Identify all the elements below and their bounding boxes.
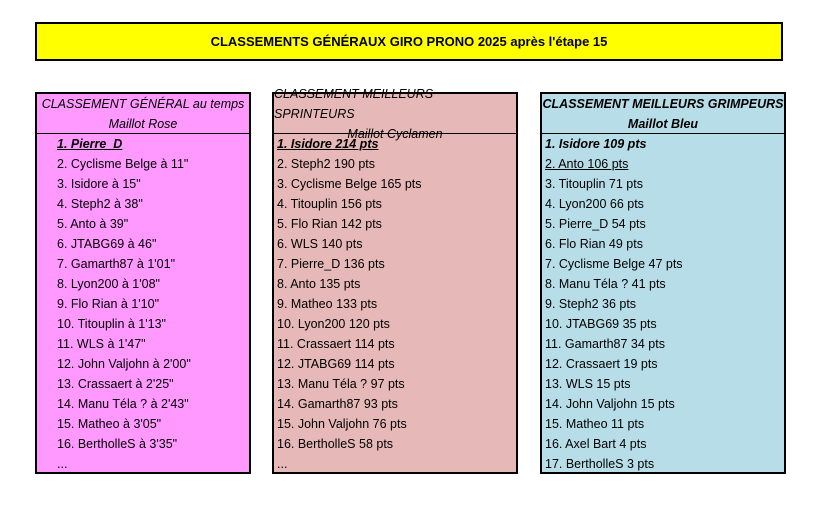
- general-ranking-entry: 11. WLS à 1'47": [57, 337, 146, 351]
- sprint-ranking-entry: 16. BertholleS 58 pts: [277, 437, 394, 451]
- general-classification-header: [37, 94, 249, 134]
- sprint-ranking-entry: 4. Titouplin 156 pts: [277, 197, 382, 211]
- sprint-classification-panel: [272, 86, 518, 474]
- sprint-ranking-entry: 11. Crassaert 114 pts: [277, 337, 395, 351]
- climb-ranking-entry: 7. Cyclisme Belge 47 pts: [545, 257, 683, 271]
- sprint-ranking-entry: 2. Steph2 190 pts: [277, 157, 375, 171]
- climb-ranking-entry: 4. Lyon200 66 pts: [545, 197, 644, 211]
- sprint-ranking-entry: 15. John Valjohn 76 pts: [277, 417, 407, 431]
- climb-ranking-entry: 3. Titouplin 71 pts: [545, 177, 643, 191]
- climb-ranking-entry: 15. Matheo 11 pts: [545, 417, 645, 431]
- climb-ranking-entry: 14. John Valjohn 15 pts: [545, 397, 675, 411]
- general-ranking-entry: 15. Matheo à 3'05": [57, 417, 162, 431]
- general-ranking-entry: ...: [57, 457, 68, 471]
- page-title: CLASSEMENTS GÉNÉRAUX GIRO PRONO 2025 après l'étape 15: [210, 34, 608, 49]
- sprint-ranking-entry: 1. Isidore 214 pts: [277, 137, 379, 151]
- sprint-classification-header: [274, 86, 516, 141]
- climber-classification-list: [542, 134, 784, 474]
- sprint-ranking-entry: ...: [277, 457, 288, 471]
- general-ranking-entry: 9. Flo Rian à 1'10": [57, 297, 160, 311]
- general-ranking-entry: 16. BertholleS à 3'35": [57, 437, 178, 451]
- climber-classification-jersey: Maillot Bleu: [627, 116, 699, 131]
- general-ranking-entry: 1. Pierre_D: [57, 137, 123, 151]
- climb-ranking-entry: 6. Flo Rian 49 pts: [545, 237, 643, 251]
- sprint-ranking-entry: 7. Pierre_D 136 pts: [277, 257, 385, 271]
- sprint-classification-jersey: Maillot Cyclamen: [347, 126, 443, 141]
- general-classification-title: CLASSEMENT GÉNÉRAL au temps: [41, 96, 245, 111]
- climb-ranking-entry: 2. Anto 106 pts: [545, 157, 629, 171]
- general-ranking-entry: 4. Steph2 à 38": [57, 197, 143, 211]
- climber-classification-header: [542, 94, 784, 134]
- general-ranking-entry: 2. Cyclisme Belge à 11": [57, 157, 189, 171]
- sprint-ranking-entry: 6. WLS 140 pts: [277, 237, 363, 251]
- sprint-ranking-entry: 9. Matheo 133 pts: [277, 297, 378, 311]
- climb-ranking-entry: 12. Crassaert 19 pts: [545, 357, 658, 371]
- sprint-ranking-entry: 3. Cyclisme Belge 165 pts: [277, 177, 422, 191]
- general-ranking-entry: 8. Lyon200 à 1'08": [57, 277, 160, 291]
- sprint-ranking-entry: 5. Flo Rian 142 pts: [277, 217, 382, 231]
- general-ranking-entry: 14. Manu Téla ? à 2'43": [57, 397, 189, 411]
- climb-ranking-entry: 5. Pierre_D 54 pts: [545, 217, 646, 231]
- sprint-ranking-entry: 12. JTABG69 114 pts: [277, 357, 395, 371]
- general-ranking-entry: 3. Isidore à 15": [57, 177, 141, 191]
- climber-classification-title: CLASSEMENT MEILLEURS GRIMPEURS: [542, 96, 784, 111]
- sprint-ranking-entry: 14. Gamarth87 93 pts: [277, 397, 398, 411]
- climb-ranking-entry: 16. Axel Bart 4 pts: [545, 437, 647, 451]
- sprint-classification-list: [274, 134, 516, 474]
- climb-ranking-entry: 9. Steph2 36 pts: [545, 297, 637, 311]
- general-ranking-entry: 13. Crassaert à 2'25": [57, 377, 174, 391]
- general-ranking-entry: 12. John Valjohn à 2'00": [57, 357, 191, 371]
- climb-ranking-entry: 10. JTABG69 35 pts: [545, 317, 657, 331]
- general-classification-jersey: Maillot Rose: [108, 116, 178, 131]
- sprint-ranking-entry: 13. Manu Téla ? 97 pts: [277, 377, 405, 391]
- sprint-ranking-entry: 10. Lyon200 120 pts: [277, 317, 390, 331]
- page-title-banner: [35, 22, 783, 61]
- general-ranking-entry: 7. Gamarth87 à 1'01": [57, 257, 176, 271]
- climb-ranking-entry: 13. WLS 15 pts: [545, 377, 631, 391]
- general-ranking-entry: 6. JTABG69 à 46": [57, 237, 157, 251]
- general-classification-list: [37, 134, 249, 474]
- general-ranking-entry: 5. Anto à 39": [57, 217, 129, 231]
- climb-ranking-entry: 1. Isidore 109 pts: [545, 137, 647, 151]
- climber-classification-panel: [540, 92, 786, 474]
- sprint-ranking-entry: 8. Anto 135 pts: [277, 277, 361, 291]
- climb-ranking-entry: 8. Manu Téla ? 41 pts: [545, 277, 666, 291]
- sprint-classification-title: CLASSEMENT MEILLEURS SPRINTEURS: [274, 86, 434, 121]
- general-classification-panel: [35, 92, 251, 474]
- climb-ranking-entry: 17. BertholleS 3 pts: [545, 457, 655, 471]
- climb-ranking-entry: 11. Gamarth87 34 pts: [545, 337, 665, 351]
- general-ranking-entry: 10. Titouplin à 1'13": [57, 317, 166, 331]
